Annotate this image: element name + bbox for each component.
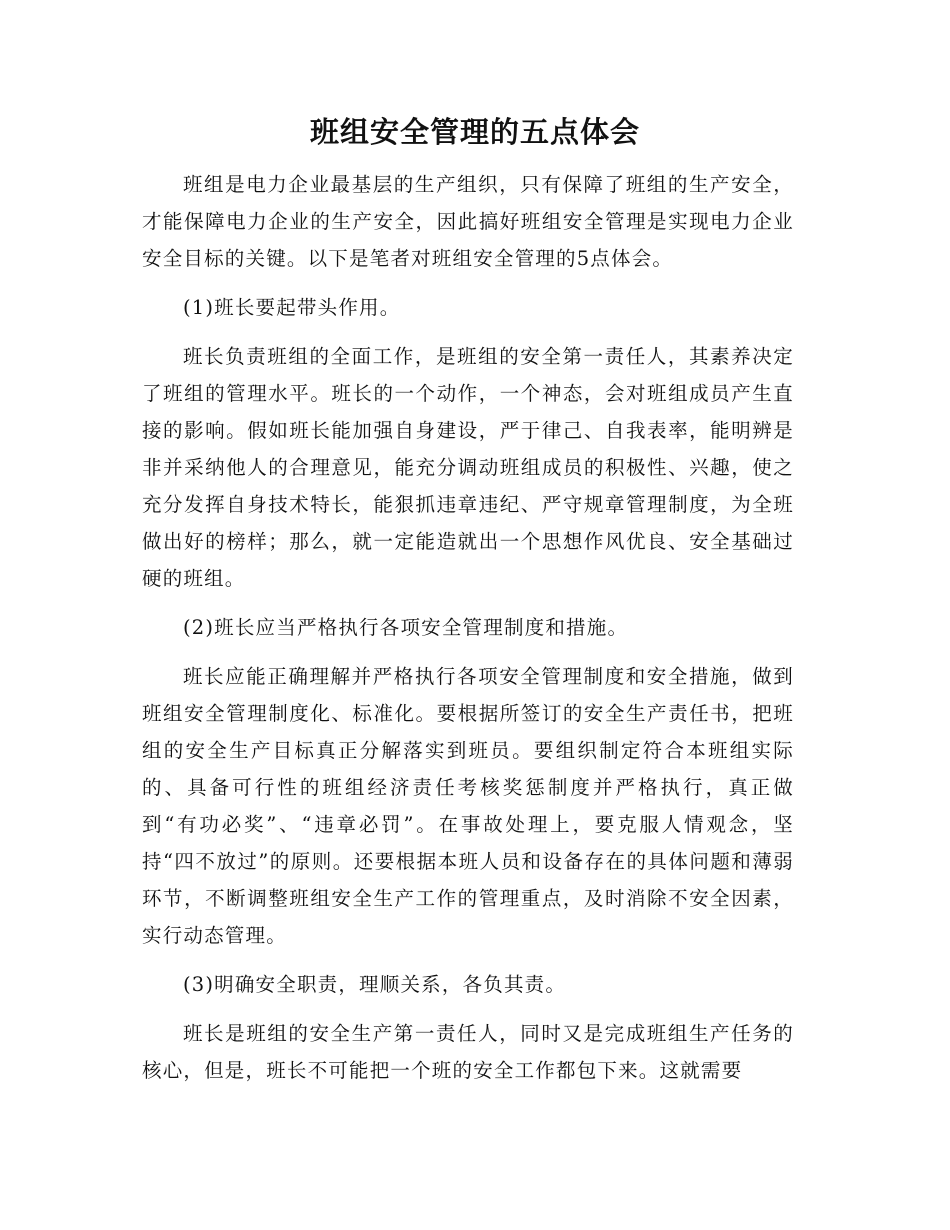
section-2-paragraph: 班长应能正确理解并严格执行各项安全管理制度和安全措施，做到班组安全管理制度化、标准化。要根据所签订的安全生产责任书，把班组的安全生产目标真正分解落实到班员。要组织制定符合本班组实际的、具备可行性的班组经济责任考核奖惩制度并严格执行，真正做到“有功必奖”、“违章必罚”。在事故处理上，要克服人情观念，坚持“四不放过”的原则。还要根据本班人员和设备存在的具体问题和薄弱环节，不断调整班组安全生产工作的管理重点，及时消除不安全因素，实行动态管理。: [142, 665, 794, 947]
intro-paragraph: 班组是电力企业最基层的生产组织，只有保障了班组的生产安全，才能保障电力企业的生产安全，因此搞好班组安全管理是实现电力企业安全目标的关键。以下是笔者对班组安全管理的5点体会。: [142, 173, 794, 270]
section-heading-1: (1)班长要起带头作用。: [182, 296, 401, 319]
document-body: [142, 166, 794, 1101]
section-1-paragraph: 班长负责班组的全面工作，是班组的安全第一责任人，其素养决定了班组的管理水平。班长的一个动作，一个神态，会对班组成员产生直接的影响。假如班长能加强自身建设，严于律己、自我表率，能明辨是非并采纳他人的合理意见，能充分调动班组成员的积极性、兴趣，使之充分发挥自身技术特长，能狠抓违章违纪、严守规章管理制度，为全班做出好的榜样；那么，就一定能造就出一个思想作风优良、安全基础过硬的班组。: [142, 345, 794, 590]
section-heading-3: (3)明确安全职责，理顺关系，各负其责。: [182, 973, 567, 996]
document-title: 班组安全管理的五点体会: [309, 115, 640, 149]
section-3-paragraph: 班长是班组的安全生产第一责任人，同时又是完成班组生产任务的核心，但是，班长不可能把一个班的安全工作都包下来。这就需要: [142, 1022, 794, 1082]
section-heading-2: (2)班长应当严格执行各项安全管理制度和措施。: [182, 616, 629, 639]
